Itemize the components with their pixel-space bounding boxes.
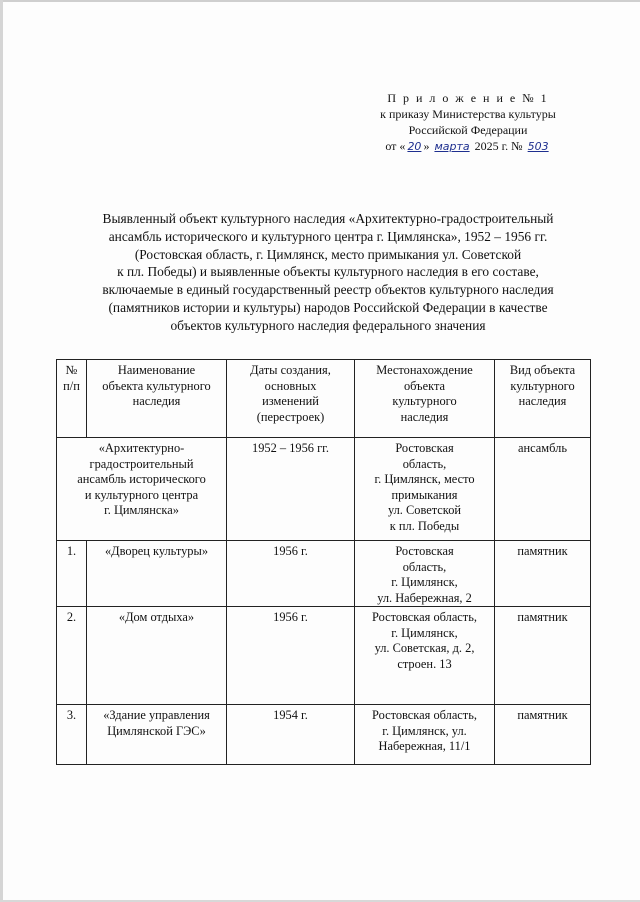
title-line: включаемые в единый государственный реестр объектов культурного наследия <box>102 282 554 298</box>
ensemble-name: «Архитектурно- градостроительный ансамбль исторического и культурного центра г. Цимлянска» <box>57 438 227 541</box>
order-month-handwritten: марта <box>434 140 470 153</box>
order-year: 2025 г. № <box>471 139 526 153</box>
row-number: 3. <box>57 705 87 765</box>
table-row-ensemble <box>57 438 591 541</box>
row-type: памятник <box>495 705 591 765</box>
appendix-ministry-country: Российской Федерации <box>408 123 528 137</box>
title-line: Выявленный объект культурного наследия «Архитектурно-градостроительный <box>102 211 554 226</box>
row-type: памятник <box>495 607 591 705</box>
header-location: Местонахождение объекта культурного наследия <box>355 360 495 438</box>
header-name: Наименование объекта культурного наследия <box>87 360 227 438</box>
title-line: ансамбль исторического и культурного центра г. Цимлянска», 1952 – 1956 гг. <box>108 228 548 244</box>
row-name: «Дворец культуры» <box>87 541 227 607</box>
table-row <box>57 541 591 607</box>
title-line: объектов культурного наследия федерального значения <box>170 317 486 333</box>
order-day-handwritten: 20 <box>407 140 422 153</box>
row-type: памятник <box>495 541 591 607</box>
row-name: «Дом отдыха» <box>87 607 227 705</box>
heritage-objects-table <box>56 359 591 765</box>
row-name: «Здание управления Цимлянской ГЭС» <box>87 705 227 765</box>
ensemble-location: Ростовская область, г. Цимлянск, место примыкания ул. Советской к пл. Победы <box>355 438 495 541</box>
row-location: Ростовская область, г. Цимлянск, ул. Набережная, 2 <box>355 541 495 607</box>
header-type: Вид объекта культурного наследия <box>495 360 591 438</box>
ensemble-type: ансамбль <box>495 438 591 541</box>
row-location: Ростовская область, г. Цимлянск, ул. Набережная, 11/1 <box>355 705 495 765</box>
scan-edge-left <box>0 0 3 902</box>
title-line: (памятников истории и культуры) народов Российской Федерации в качестве <box>108 299 548 315</box>
row-number: 1. <box>57 541 87 607</box>
appendix-header <box>350 90 586 155</box>
document-title <box>62 210 594 335</box>
row-location: Ростовская область, г. Цимлянск, ул. Советская, д. 2, строен. 13 <box>355 607 495 705</box>
row-dates: 1956 г. <box>227 541 355 607</box>
appendix-order-line <box>350 138 586 155</box>
appendix-order-ministry: к приказу Министерства культуры <box>380 107 556 121</box>
table-row <box>57 607 591 705</box>
appendix-label: П р и л о ж е н и е № 1 <box>387 91 549 105</box>
title-line: (Ростовская область, г. Цимлянск, место примыкания ул. Советской <box>134 246 522 262</box>
scan-edge-top <box>0 0 640 2</box>
ensemble-dates: 1952 – 1956 гг. <box>227 438 355 541</box>
order-number-handwritten: 503 <box>527 140 549 153</box>
row-dates: 1956 г. <box>227 607 355 705</box>
header-dates: Даты создания, основных изменений (перестроек) <box>227 360 355 438</box>
table-row <box>57 705 591 765</box>
row-number: 2. <box>57 607 87 705</box>
order-prefix: от « <box>385 139 406 153</box>
table-header-row <box>57 360 591 438</box>
title-line: к пл. Победы) и выявленные объекты культурного наследия в его составе, <box>117 264 539 280</box>
order-mid: » <box>423 139 433 153</box>
row-dates: 1954 г. <box>227 705 355 765</box>
header-number: № п/п <box>57 360 87 438</box>
